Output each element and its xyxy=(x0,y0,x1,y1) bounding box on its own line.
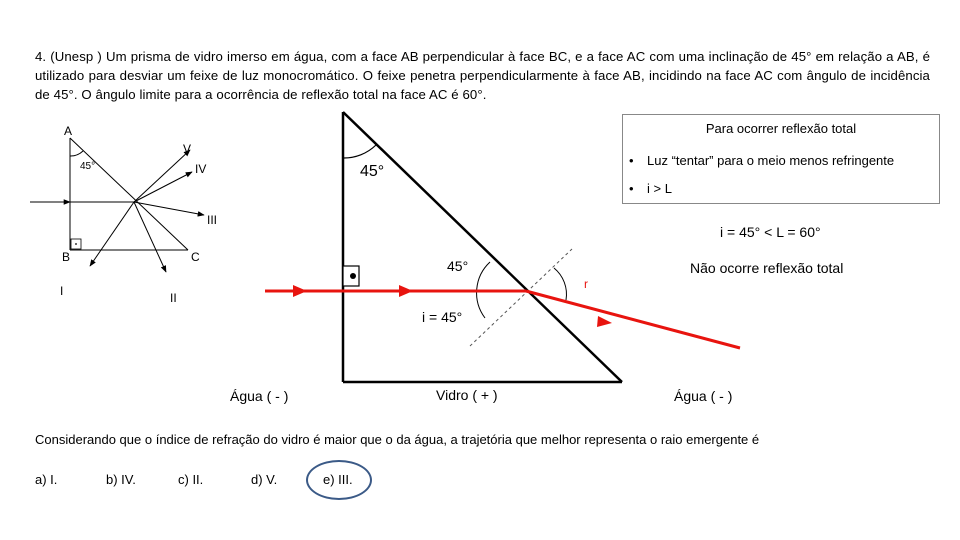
glass-label: Vidro ( + ) xyxy=(436,387,498,403)
box-title: Para ocorrer reflexão total xyxy=(705,121,857,136)
ray-iii-label: III xyxy=(207,213,218,227)
incidence-equation-label: i = 45° xyxy=(422,309,463,325)
ray-ii xyxy=(134,202,166,272)
vertex-b-label: B xyxy=(62,250,71,264)
vertex-a-label: A xyxy=(64,124,73,138)
bullet-item: • i > L xyxy=(629,181,672,196)
refraction-angle-label: r xyxy=(584,277,588,291)
ray-ii-label: II xyxy=(170,291,177,305)
small-prism-figure xyxy=(30,138,207,272)
question-text: 4. (Unesp ) Um prisma de vidro imerso em água, com a face AB perpendicular à face BC, e a face AC com uma inclinação de 45° em relação a AB, é utilizado para desviar um feixe de luz monocromático. O feixe penetra perpendicularmente à face AB, incidindo na face AC com ângulo de incidência de 45°. O ângulo limite para a ocorrência de reflexão total na face AC é 60°. xyxy=(35,49,930,102)
option-b[interactable]: b) IV. xyxy=(106,472,136,487)
option-c[interactable]: c) II. xyxy=(178,472,204,487)
ray-i xyxy=(90,202,134,266)
option-e[interactable]: e) III. xyxy=(323,472,353,487)
small-angle-label: 45° xyxy=(80,161,96,172)
incidence-angle-label: 45° xyxy=(447,258,469,274)
vertex-c-label: C xyxy=(191,250,200,264)
final-question: Considerando que o índice de refração do vidro é maior que o da água, a trajetória que melhor representa o raio emergente é xyxy=(35,432,760,447)
answer-highlight-circle xyxy=(306,460,372,500)
total-reflection-box xyxy=(622,114,940,204)
comparison-text: i = 45° < L = 60° xyxy=(720,224,821,240)
ray-iv xyxy=(134,172,192,202)
ray-i-label: I xyxy=(60,284,64,298)
water-left-label: Água ( - ) xyxy=(230,388,289,404)
ray-v-label: V xyxy=(183,142,192,156)
option-a[interactable]: a) I. xyxy=(35,472,58,487)
ray-v xyxy=(134,150,190,202)
top-angle-label: 45° xyxy=(360,163,385,180)
water-right-label: Água ( - ) xyxy=(674,388,733,404)
option-d[interactable]: d) V. xyxy=(251,472,278,487)
bullet-item: • Luz “tentar” para o meio menos refringente xyxy=(629,153,895,168)
conclusion-text: Não ocorre reflexão total xyxy=(690,260,844,276)
ray-iv-label: IV xyxy=(195,162,207,176)
